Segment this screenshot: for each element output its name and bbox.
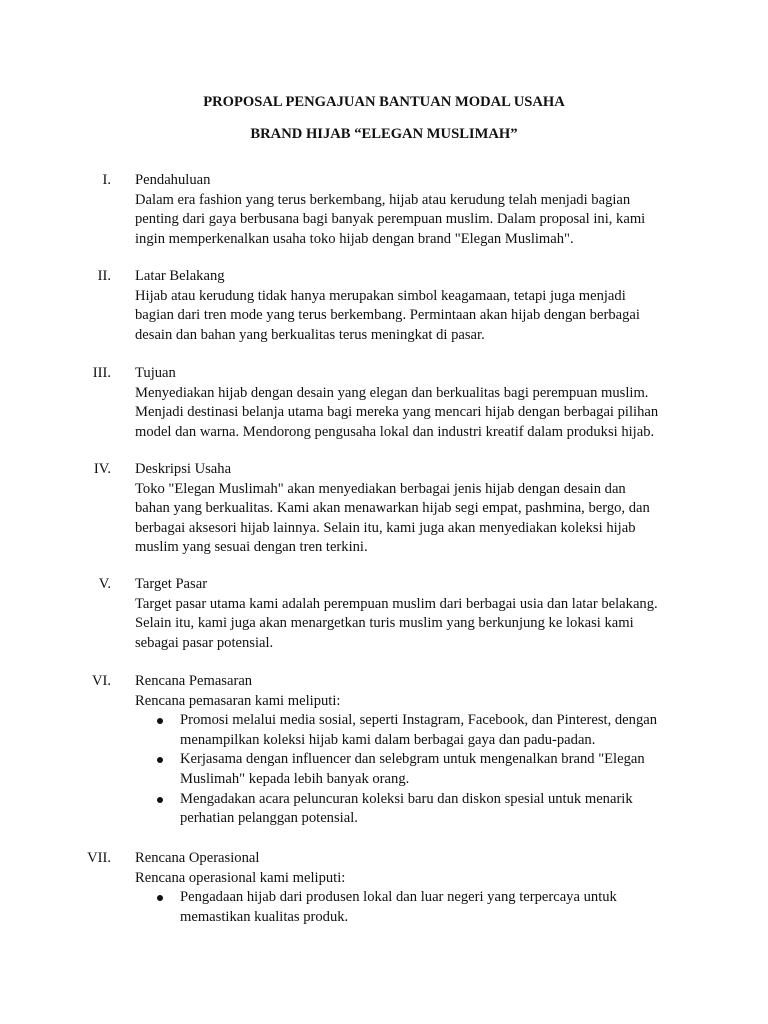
document-title: PROPOSAL PENGAJUAN BANTUAN MODAL USAHA xyxy=(203,94,565,110)
section-heading: Latar Belakang xyxy=(135,268,225,284)
body-line: berbagai aksesori hijab lainnya. Selain itu, kami juga akan menyediakan koleksi hijab xyxy=(135,519,636,536)
body-line: Menjadi destinasi belanja utama bagi mereka yang mencari hijab dengan berbagai pilihan xyxy=(135,404,659,421)
body-line: Toko "Elegan Muslimah" akan menyediakan berbagai jenis hijab dengan desain dan xyxy=(135,480,626,497)
bullet-line: memastikan kualitas produk. xyxy=(180,908,349,925)
body-line: Rencana operasional kami meliputi: xyxy=(135,869,346,886)
section-numeral: III. xyxy=(92,365,111,381)
section-heading: Deskripsi Usaha xyxy=(135,461,232,477)
bullet-line: Pengadaan hijab dari produsen lokal dan luar negeri yang terpercaya untuk xyxy=(180,889,617,906)
bullet-list xyxy=(0,888,768,927)
bullet-icon xyxy=(157,718,163,724)
body-line: Rencana pemasaran kami meliputi: xyxy=(135,692,341,709)
list-item xyxy=(0,888,768,927)
section-numeral: VI. xyxy=(91,673,111,689)
section-numeral: I. xyxy=(102,172,111,188)
body-line: Menyediakan hijab dengan desain yang elegan dan berkualitas bagi perempuan muslim. xyxy=(135,384,649,401)
section-heading: Target Pasar xyxy=(135,576,208,592)
body-line: Selain itu, kami juga akan menargetkan turis muslim yang berkunjung ke lokasi kami xyxy=(135,615,634,632)
section-body xyxy=(135,869,695,889)
body-line: bagian dari tren mode yang terus berkembang. Permintaan akan hijab dengan berbagai xyxy=(135,307,640,324)
body-line: sebagai pasar potensial. xyxy=(135,634,274,651)
bullet-icon xyxy=(157,895,163,901)
body-line: Hijab atau kerudung tidak hanya merupakan simbol keagamaan, tetapi juga menjadi xyxy=(135,287,626,304)
bullet-list xyxy=(0,711,768,829)
section-heading: Pendahuluan xyxy=(135,172,211,188)
section-numeral: V. xyxy=(98,576,111,592)
body-line: Target pasar utama kami adalah perempuan muslim dari berbagai usia dan latar belakang. xyxy=(135,595,658,612)
bullet-line: Muslimah" kepada lebih banyak orang. xyxy=(180,770,410,787)
section-body xyxy=(135,595,695,654)
section-numeral: IV. xyxy=(93,461,111,477)
section-numeral: II. xyxy=(97,268,111,284)
bullet-line: perhatian pelanggan potensial. xyxy=(180,810,358,827)
bullet-icon xyxy=(157,757,163,763)
bullet-line: Mengadakan acara peluncuran koleksi baru dan diskon spesial untuk menarik xyxy=(180,790,633,807)
body-line: muslim yang sesuai dengan tren terkini. xyxy=(135,539,368,556)
section-heading: Tujuan xyxy=(135,365,176,381)
section-numeral: VII. xyxy=(87,850,111,866)
bullet-line: menampilkan koleksi hijab kami dalam berbagai gaya dan padu-padan. xyxy=(180,731,596,748)
body-line: Dalam era fashion yang terus berkembang, hijab atau kerudung telah menjadi bagian xyxy=(135,191,631,208)
list-item xyxy=(0,750,768,789)
body-line: desain dan bahan yang berkualitas terus meningkat di pasar. xyxy=(135,326,485,343)
body-line: penting dari gaya berbusana bagi banyak perempuan muslim. Dalam proposal ini, kami xyxy=(135,211,646,228)
body-line: model dan warna. Mendorong pengusaha lokal dan industri kreatif dalam produksi hijab. xyxy=(135,423,655,440)
section-body xyxy=(135,191,695,250)
list-item xyxy=(0,790,768,829)
document-subtitle: BRAND HIJAB “ELEGAN MUSLIMAH” xyxy=(250,126,518,142)
body-line: ingin memperkenalkan usaha toko hijab dengan brand "Elegan Muslimah". xyxy=(135,230,574,247)
section-body xyxy=(135,384,695,443)
bullet-line: Kerjasama dengan influencer dan selebgram untuk mengenalkan brand "Elegan xyxy=(180,751,645,768)
section-body xyxy=(135,480,695,558)
section-heading: Rencana Operasional xyxy=(135,850,260,866)
section-body xyxy=(135,287,695,346)
list-item xyxy=(0,711,768,750)
section-body xyxy=(135,692,695,712)
section-heading: Rencana Pemasaran xyxy=(135,673,253,689)
bullet-icon xyxy=(157,797,163,803)
bullet-line: Promosi melalui media sosial, seperti Instagram, Facebook, dan Pinterest, dengan xyxy=(180,712,658,729)
body-line: bahan yang berkualitas. Kami akan menawarkan hijab segi empat, pashmina, bergo, dan xyxy=(135,500,650,517)
